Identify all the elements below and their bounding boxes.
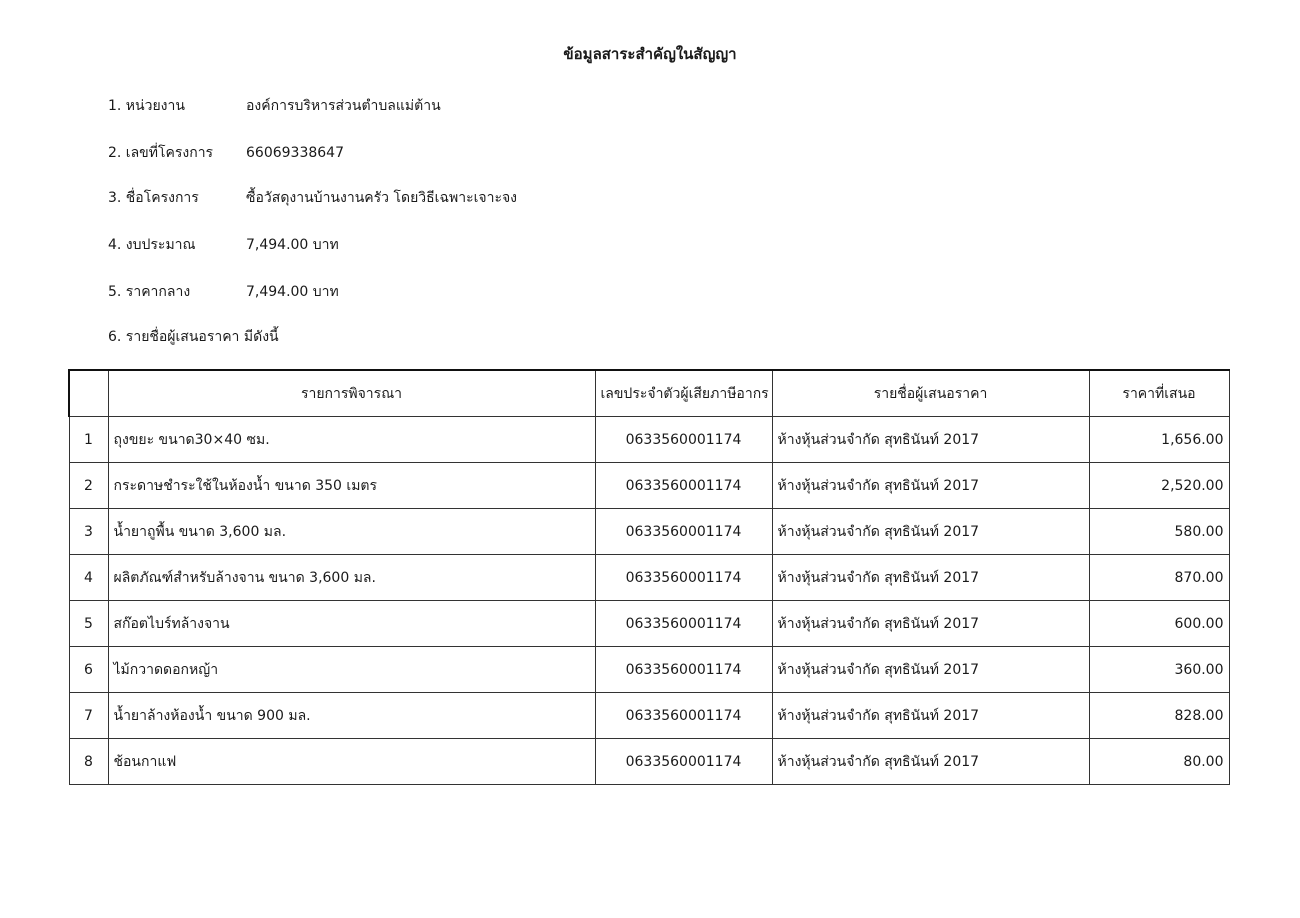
cell-tax-id: 0633560001174: [595, 739, 772, 785]
field-project-name: [108, 187, 517, 209]
cell-index: 3: [69, 509, 108, 555]
field-label: 2. เลขที่โครงการ: [108, 145, 214, 161]
bids-table: [68, 369, 1230, 785]
bidders-heading: 6. รายชื่อผู้เสนอราคา มีดังนี้: [108, 329, 279, 345]
cell-tax-id: 0633560001174: [595, 509, 772, 555]
table-row: [69, 693, 1229, 739]
cell-tax-id: 0633560001174: [595, 417, 772, 463]
cell-price: 80.00: [1089, 739, 1229, 785]
cell-index: 5: [69, 601, 108, 647]
table-row: [69, 647, 1229, 693]
cell-bidder: ห้างหุ้นส่วนจำกัด สุทธินันท์ 2017: [772, 509, 1089, 555]
cell-price: 1,656.00: [1089, 417, 1229, 463]
header-price: ราคาที่เสนอ: [1089, 370, 1229, 417]
table-row: [69, 601, 1229, 647]
cell-index: 2: [69, 463, 108, 509]
cell-bidder: ห้างหุ้นส่วนจำกัด สุทธินันท์ 2017: [772, 417, 1089, 463]
field-budget: [108, 234, 339, 256]
field-value: 7,494.00 บาท: [246, 284, 339, 300]
field-agency: [108, 95, 441, 117]
cell-price: 580.00: [1089, 509, 1229, 555]
cell-bidder: ห้างหุ้นส่วนจำกัด สุทธินันท์ 2017: [772, 647, 1089, 693]
cell-tax-id: 0633560001174: [595, 647, 772, 693]
field-label: 5. ราคากลาง: [108, 284, 191, 300]
cell-price: 600.00: [1089, 601, 1229, 647]
header-tax-id: เลขประจำตัวผู้เสียภาษีอากร: [595, 370, 772, 417]
cell-index: 8: [69, 739, 108, 785]
cell-bidder: ห้างหุ้นส่วนจำกัด สุทธินันท์ 2017: [772, 693, 1089, 739]
cell-item: น้ำยาล้างห้องน้ำ ขนาด 900 มล.: [108, 693, 595, 739]
cell-item: ถุงขยะ ขนาด30×40 ซม.: [108, 417, 595, 463]
field-value: ซื้อวัสดุงานบ้านงานครัว โดยวิธีเฉพาะเจาะจง: [246, 190, 518, 206]
cell-bidder: ห้างหุ้นส่วนจำกัด สุทธินันท์ 2017: [772, 739, 1089, 785]
field-value: องค์การบริหารส่วนตำบลแม่ต้าน: [246, 98, 441, 114]
cell-tax-id: 0633560001174: [595, 555, 772, 601]
cell-item: ไม้กวาดดอกหญ้า: [108, 647, 595, 693]
cell-price: 828.00: [1089, 693, 1229, 739]
table-row: [69, 463, 1229, 509]
header-bidder: รายชื่อผู้เสนอราคา: [772, 370, 1089, 417]
cell-index: 6: [69, 647, 108, 693]
cell-index: 4: [69, 555, 108, 601]
field-reference-price: [108, 281, 339, 303]
cell-item: ช้อนกาแฟ: [108, 739, 595, 785]
cell-tax-id: 0633560001174: [595, 693, 772, 739]
cell-bidder: ห้างหุ้นส่วนจำกัด สุทธินันท์ 2017: [772, 555, 1089, 601]
field-label: 1. หน่วยงาน: [108, 98, 185, 114]
field-value: 7,494.00 บาท: [246, 237, 339, 253]
field-label: 3. ชื่อโครงการ: [108, 190, 199, 206]
cell-item: กระดาษชำระใช้ในห้องน้ำ ขนาด 350 เมตร: [108, 463, 595, 509]
cell-item: สก๊อตไบร์ทล้างจาน: [108, 601, 595, 647]
table-row: [69, 417, 1229, 463]
cell-item: ผลิตภัณฑ์สำหรับล้างจาน ขนาด 3,600 มล.: [108, 555, 595, 601]
field-project-number: [108, 142, 344, 164]
cell-price: 2,520.00: [1089, 463, 1229, 509]
header-item: รายการพิจารณา: [108, 370, 595, 417]
header-index: [69, 370, 108, 417]
cell-bidder: ห้างหุ้นส่วนจำกัด สุทธินันท์ 2017: [772, 601, 1089, 647]
table-row: [69, 509, 1229, 555]
table-header-row: [69, 370, 1229, 417]
field-label: 4. งบประมาณ: [108, 237, 196, 253]
cell-bidder: ห้างหุ้นส่วนจำกัด สุทธินันท์ 2017: [772, 463, 1089, 509]
cell-price: 360.00: [1089, 647, 1229, 693]
cell-index: 1: [69, 417, 108, 463]
cell-item: น้ำยาถูพื้น ขนาด 3,600 มล.: [108, 509, 595, 555]
field-value: 66069338647: [246, 145, 344, 161]
table-row: [69, 739, 1229, 785]
cell-tax-id: 0633560001174: [595, 463, 772, 509]
cell-tax-id: 0633560001174: [595, 601, 772, 647]
table-row: [69, 555, 1229, 601]
cell-price: 870.00: [1089, 555, 1229, 601]
cell-index: 7: [69, 693, 108, 739]
document-title: ข้อมูลสาระสำคัญในสัญญา: [563, 45, 737, 63]
